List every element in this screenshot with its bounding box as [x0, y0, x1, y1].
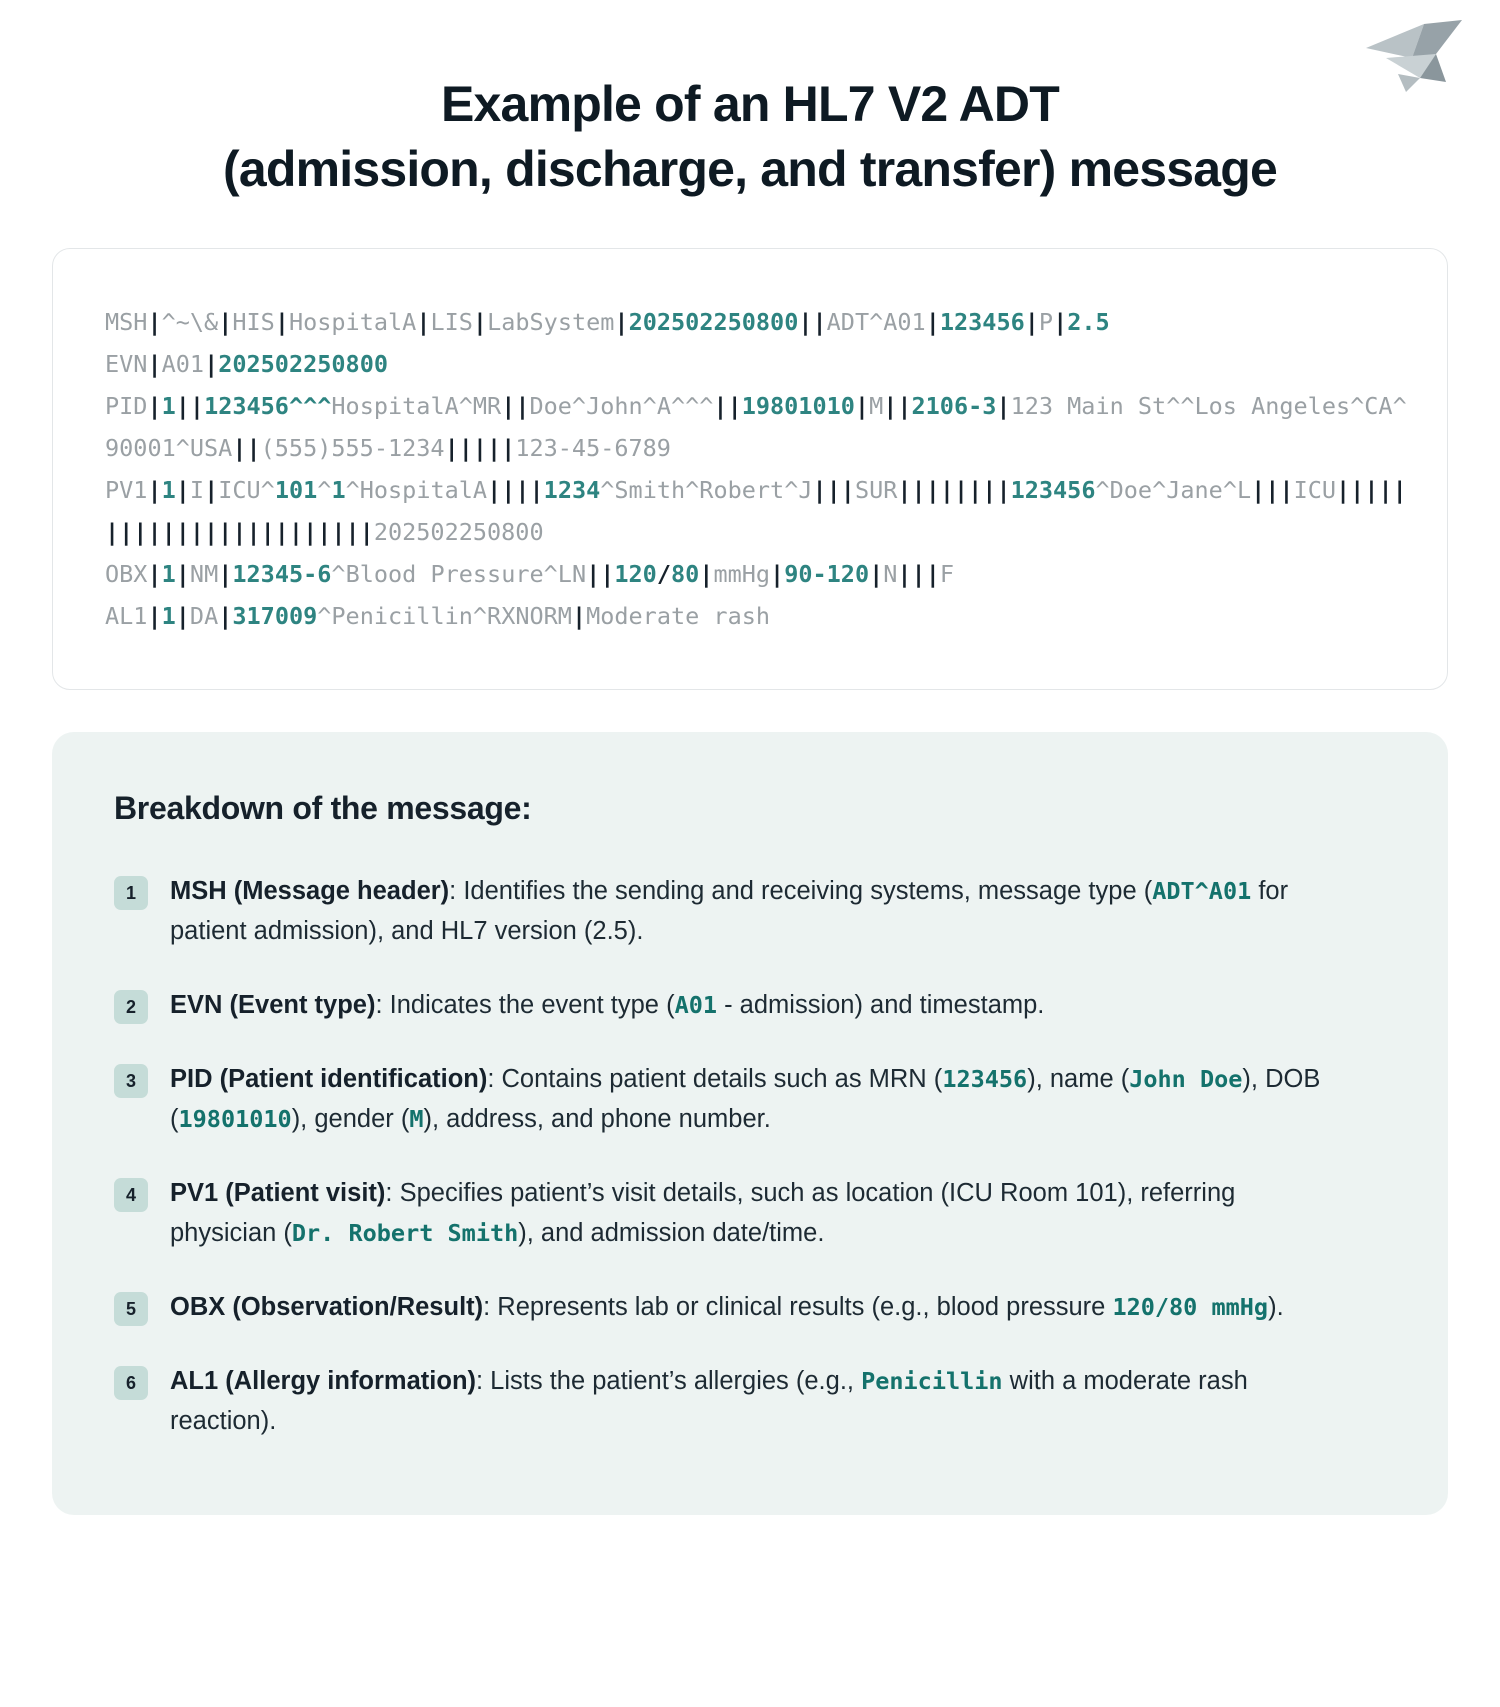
code-token-msh-1: | [147, 308, 162, 336]
code-token-pv1-17: 123456 [1010, 476, 1096, 504]
code-token-obx-6: 12345-6 [232, 560, 332, 588]
breakdown-item-text [170, 871, 1345, 951]
code-token-pv1-0: PV1 [105, 476, 148, 504]
code-token-obx-12: | [699, 560, 714, 588]
code-token-al1-9: Moderate rash [586, 602, 771, 630]
code-token-pid-5: ^^^ [288, 392, 332, 420]
code-token-pid-3: || [175, 392, 205, 420]
code-token-msh-2: ^~\& [161, 308, 219, 336]
code-token-obx-7: ^Blood Pressure^LN [331, 560, 587, 588]
code-token-obx-2: 1 [161, 560, 176, 588]
code-token-pid-9: || [713, 392, 742, 420]
code-token-pv1-3: | [175, 476, 190, 504]
code-token-obx-13: mmHg [713, 560, 771, 588]
breakdown-text-part: PID (Patient identification) [170, 1065, 488, 1093]
breakdown-text-part: - admission) and timestamp. [717, 991, 1045, 1019]
code-token-pv1-15: SUR [854, 476, 898, 504]
code-token-evn-3: | [204, 350, 219, 378]
breakdown-text-part: : Indicates the event type ( [375, 991, 675, 1019]
breakdown-item-number-badge: 3 [114, 1064, 148, 1098]
page-title-line-1: Example of an HL7 V2 ADT [441, 76, 1059, 132]
breakdown-text-part: 120/80 mmHg [1112, 1293, 1269, 1321]
breakdown-item [114, 985, 1386, 1025]
breakdown-item-text [170, 1059, 1345, 1139]
code-token-pid-0: PID [105, 392, 148, 420]
code-token-pid-14: 2106-3 [911, 392, 997, 420]
breakdown-text-part: MSH (Message header) [170, 877, 450, 905]
code-token-pv1-2: 1 [161, 476, 176, 504]
hl7-message-card [52, 248, 1448, 690]
code-token-msh-20: 2.5 [1067, 308, 1110, 336]
hl7-message-code [105, 301, 1409, 637]
breakdown-item-number-badge: 4 [114, 1178, 148, 1212]
code-token-msh-12: 202502250800 [628, 308, 799, 336]
code-token-msh-6: HospitalA [288, 308, 417, 336]
breakdown-item [114, 1287, 1386, 1327]
breakdown-item [114, 1361, 1386, 1441]
code-token-al1-3: | [175, 602, 190, 630]
code-token-al1-2: 1 [161, 602, 176, 630]
code-token-al1-6: 317009 [232, 602, 318, 630]
breakdown-text-part: : Identifies the sending and receiving systems, message type ( [449, 877, 1153, 905]
code-token-msh-16: 123456 [939, 308, 1025, 336]
code-token-evn-2: A01 [161, 350, 205, 378]
breakdown-text-part: : Specifies patient’s visit details, such as location (ICU Room 101), referring physician ( [170, 1179, 1236, 1247]
code-token-obx-1: | [147, 560, 162, 588]
code-token-evn-4: 202502250800 [218, 350, 388, 378]
code-token-msh-11: | [614, 308, 629, 336]
code-token-pv1-13: ^Smith^Robert^J [600, 476, 813, 504]
breakdown-text-part: AL1 (Allergy information) [170, 1367, 477, 1395]
breakdown-item-number-badge: 6 [114, 1366, 148, 1400]
breakdown-text-part: ), and admission date/time. [518, 1219, 825, 1247]
breakdown-item-text [170, 1287, 1284, 1327]
breakdown-text-part: : Lists the patient’s allergies (e.g., [476, 1367, 862, 1395]
code-token-msh-0: MSH [105, 308, 148, 336]
code-token-pid-11: | [854, 392, 870, 420]
code-token-msh-8: LIS [430, 308, 473, 336]
breakdown-item [114, 1059, 1386, 1139]
breakdown-text-part: Dr. Robert Smith [291, 1219, 519, 1247]
code-token-pv1-8: ^ [317, 476, 332, 504]
breakdown-item [114, 1173, 1386, 1253]
code-token-pv1-7: 101 [274, 476, 318, 504]
code-token-msh-14: ADT^A01 [826, 308, 926, 336]
code-token-evn-1: | [147, 350, 162, 378]
code-token-pid-1: | [147, 392, 162, 420]
code-token-pv1-6: ICU^ [218, 476, 275, 504]
code-token-msh-17: | [1024, 308, 1039, 336]
breakdown-text-part: A01 [674, 991, 718, 1019]
breakdown-text-part: EVN (Event type) [170, 991, 376, 1019]
code-token-obx-19: F [939, 560, 955, 588]
breakdown-text-part: M [409, 1105, 424, 1133]
code-token-obx-5: | [218, 560, 233, 588]
breakdown-text-part: Penicillin [861, 1367, 1003, 1395]
code-token-al1-5: | [218, 602, 233, 630]
code-token-pid-20: 123-45-6789 [515, 434, 671, 462]
code-token-obx-10: / [656, 560, 671, 588]
code-token-obx-4: NM [189, 560, 219, 588]
breakdown-item-number-badge: 5 [114, 1292, 148, 1326]
breakdown-text-part: ADT^A01 [1152, 877, 1252, 905]
code-token-pv1-9: 1 [331, 476, 346, 504]
code-token-msh-18: P [1038, 308, 1054, 336]
code-token-msh-19: | [1053, 308, 1068, 336]
code-token-obx-15: 90-120 [784, 560, 870, 588]
code-token-obx-3: | [175, 560, 190, 588]
breakdown-text-part: : Represents lab or clinical results (e.g., blood pressure [483, 1293, 1113, 1321]
code-token-msh-3: | [218, 308, 233, 336]
breakdown-text-part: for patient admission), and HL7 version (2.5). [170, 877, 1289, 945]
code-token-obx-18: ||| [897, 560, 940, 588]
breakdown-text-part: ). [1268, 1293, 1284, 1321]
breakdown-panel [52, 732, 1448, 1515]
code-token-pid-6: HospitalA^MR [331, 392, 502, 420]
breakdown-text-part: ), address, and phone number. [423, 1105, 771, 1133]
code-token-al1-1: | [147, 602, 162, 630]
code-token-obx-16: | [869, 560, 884, 588]
code-token-msh-15: | [925, 308, 940, 336]
breakdown-item-text [170, 1173, 1345, 1253]
code-token-msh-13: || [798, 308, 827, 336]
code-token-pv1-20: ICU [1293, 476, 1337, 504]
code-token-al1-7: ^Penicillin^RXNORM [317, 602, 572, 630]
code-token-pv1-19: ||| [1251, 476, 1294, 504]
breakdown-item-text [170, 985, 1044, 1025]
code-token-pv1-22: 202502250800 [373, 518, 544, 546]
breakdown-text-part: : Contains patient details such as MRN ( [487, 1065, 943, 1093]
code-token-al1-4: DA [189, 602, 219, 630]
code-token-al1-8: | [571, 602, 587, 630]
code-token-msh-10: LabSystem [487, 308, 615, 336]
breakdown-text-part: with a moderate rash reaction). [170, 1367, 1248, 1435]
code-token-pid-19: ||||| [444, 434, 516, 462]
code-token-obx-11: 80 [671, 560, 700, 588]
breakdown-text-part: ), gender ( [291, 1105, 410, 1133]
code-token-pv1-16: |||||||| [897, 476, 1011, 504]
code-token-pv1-14: ||| [812, 476, 855, 504]
code-token-obx-9: 120 [614, 560, 657, 588]
code-token-msh-7: | [416, 308, 431, 336]
code-token-obx-8: || [586, 560, 615, 588]
breakdown-item-number-badge: 1 [114, 876, 148, 910]
code-token-pid-8: Doe^John^A^^^ [529, 392, 714, 420]
code-token-pv1-10: ^HospitalA [345, 476, 488, 504]
breakdown-list [114, 871, 1386, 1441]
code-token-msh-4: HIS [232, 308, 275, 336]
code-token-pv1-1: | [147, 476, 162, 504]
code-token-pid-13: || [883, 392, 912, 420]
code-token-obx-14: | [770, 560, 785, 588]
code-token-pid-2: 1 [161, 392, 176, 420]
code-token-pid-17: || [232, 434, 261, 462]
breakdown-item [114, 871, 1386, 951]
breakdown-text-part: OBX (Observation/Result) [170, 1293, 484, 1321]
code-token-al1-0: AL1 [105, 602, 148, 630]
breakdown-text-part: 123456 [942, 1065, 1028, 1093]
breakdown-text-part: John Doe [1129, 1065, 1243, 1093]
bird-logo [1362, 18, 1468, 94]
code-token-pv1-21: |||||||||||||||||||||||| [105, 476, 1407, 546]
breakdown-text-part: 19801010 [178, 1105, 292, 1133]
breakdown-item-number-badge: 2 [114, 990, 148, 1024]
code-token-pv1-11: |||| [487, 476, 544, 504]
page-title [0, 0, 1500, 202]
code-token-pid-7: || [501, 392, 530, 420]
code-token-msh-5: | [274, 308, 289, 336]
code-token-obx-17: N [883, 560, 898, 588]
code-token-obx-0: OBX [105, 560, 148, 588]
code-token-pid-10: 19801010 [741, 392, 855, 420]
code-token-pv1-12: 1234 [543, 476, 601, 504]
code-token-pv1-4: I [189, 476, 205, 504]
breakdown-item-text [170, 1361, 1345, 1441]
code-token-pid-18: (555)555-1234 [260, 434, 445, 462]
code-token-pid-15: | [996, 392, 1011, 420]
code-token-pv1-5: | [204, 476, 219, 504]
breakdown-heading: Breakdown of the message: [114, 790, 532, 826]
code-token-evn-0: EVN [105, 350, 148, 378]
code-token-pid-16: 123 Main St^^Los Angeles^CA^90001^USA [105, 392, 1407, 462]
code-token-pid-12: M [869, 392, 884, 420]
code-token-pid-4: 123456 [204, 392, 289, 420]
breakdown-text-part: ), DOB ( [170, 1065, 1321, 1133]
breakdown-text-part: PV1 (Patient visit) [170, 1179, 386, 1207]
code-token-pv1-18: ^Doe^Jane^L [1095, 476, 1252, 504]
breakdown-text-part: ), name ( [1027, 1065, 1130, 1093]
page-title-line-2: (admission, discharge, and transfer) message [222, 141, 1278, 197]
code-token-msh-9: | [472, 308, 488, 336]
